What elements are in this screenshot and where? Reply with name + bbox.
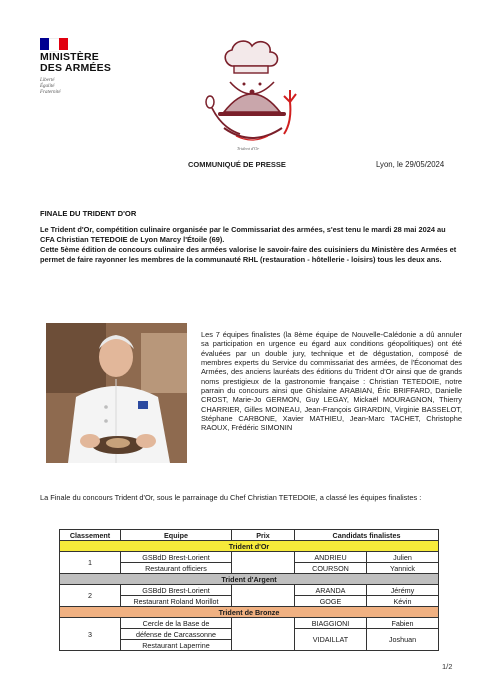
place-date: Lyon, le 29/05/2024 xyxy=(376,160,445,169)
band-gold-row xyxy=(60,541,439,552)
candidate-first: Julien xyxy=(367,552,439,563)
candidate-first: Kévin xyxy=(367,596,439,607)
flag-white xyxy=(49,38,58,52)
table-row xyxy=(60,585,439,596)
candidate-last: GOGE xyxy=(295,596,367,607)
table-header-row xyxy=(60,530,439,541)
rank-cell: 1 xyxy=(60,552,121,574)
candidate-first: Jérémy xyxy=(367,585,439,596)
candidate-first: Fabien xyxy=(367,618,439,629)
flag-blue xyxy=(40,38,49,50)
page-number: 1/2 xyxy=(442,662,453,671)
candidate-last: VIDAILLAT xyxy=(295,629,367,651)
republic-motto xyxy=(40,78,61,97)
prix-cell xyxy=(232,618,295,651)
team-cell-line1: GSBdD Brest-Lorient xyxy=(121,585,232,596)
press-release-label: COMMUNIQUÉ DE PRESSE xyxy=(188,160,286,169)
ministry-title-line1: MINISTÈRE xyxy=(40,51,99,63)
header-equipe: Equipe xyxy=(121,530,232,541)
intro-paragraph-1: Le Trident d'Or, compétition culinaire organisée par le Commissariat des armées, s'est tenu le mardi 28 mai 2024 au CFA Christian TETEDOIE de Lyon Marcy l'Étoile (69). xyxy=(40,225,446,244)
body-paragraph: Les 7 équipes finalistes (la 8ème équipe de Nouvelle-Calédonie a dû annuler sa participation en urgence eu égard aux conditions géopolitiques) ont été évaluées par un double jury, technique et de dégustation, composé de membres experts du Service du commissariat des armées, de l'Économat des Armées, des anciens lauréats des éditions du Trident d'Or ainsi que de grands noms prestigieux de la gastronomie française : Christian TETEDOIE, notre parrain du concours ainsi que Ghislaine ARABIAN, Éric BRIFFARD, Danielle CROST, Marie-Jo GERMON, Guy LEGAY, Mickaël MOURAGNON, Thierry CHARRIER, Gilles MOINEAU, Jean-François GIRARDIN, Virginie BASSELOT, Stéphane CARBONE, Xavier MATHIEU, Jean-Marc TACHET, Christophe RAOUX, Frédéric SIMONIN xyxy=(201,330,462,433)
rank-cell: 2 xyxy=(60,585,121,607)
band-silver: Trident d'Argent xyxy=(60,574,439,585)
team-cell-line3: Restaurant Laperrine xyxy=(121,640,232,651)
ministry-title-line2: DES ARMÉES xyxy=(40,62,112,74)
team-cell-line2: Restaurant Roland Morillot xyxy=(121,596,232,607)
prix-cell xyxy=(232,552,295,574)
header-prix: Prix xyxy=(232,530,295,541)
team-cell-line2: Restaurant officiers xyxy=(121,563,232,574)
band-gold: Trident d'Or xyxy=(60,541,439,552)
intro-block xyxy=(40,225,460,265)
band-bronze: Trident de Bronze xyxy=(60,607,439,618)
intro-paragraph-2: Cette 5ème édition de concours culinaire des armées valorise le savoir-faire des cuisiniers du Ministère des Armées et permet de faire rayonner les membres de la communauté RHL (restauration - hôtellerie - loisirs) tous les deux ans. xyxy=(40,245,457,264)
band-bronze-row xyxy=(60,607,439,618)
ministry-title xyxy=(40,52,111,74)
prix-cell xyxy=(232,585,295,607)
flag-red xyxy=(59,38,68,50)
team-cell-line1: GSBdD Brest-Lorient xyxy=(121,552,232,563)
chef-portrait-photo xyxy=(46,323,187,463)
logo-caption: Trident d'Or xyxy=(236,146,260,151)
candidate-last: BIAGGIONI xyxy=(295,618,367,629)
motto-fraternite: Fraternité xyxy=(40,90,61,96)
candidate-last: ANDRIEU xyxy=(295,552,367,563)
header-candidats: Candidats finalistes xyxy=(295,530,439,541)
header-classement: Classement xyxy=(60,530,121,541)
results-table xyxy=(59,529,439,651)
rank-cell: 3 xyxy=(60,618,121,651)
trident-dor-logo-icon xyxy=(196,36,300,154)
finale-text: La Finale du concours Trident d'Or, sous le parrainage du Chef Christian TETEDOIE, a classé les équipes finalistes : xyxy=(40,493,422,502)
band-silver-row xyxy=(60,574,439,585)
motto-liberte: Liberté xyxy=(40,78,55,83)
candidate-last: COURSON xyxy=(295,563,367,574)
french-flag-icon xyxy=(40,38,68,50)
team-cell-line1: Cercle de la Base de xyxy=(121,618,232,629)
candidate-first: Joshuan xyxy=(367,629,439,651)
candidate-last: ARANDA xyxy=(295,585,367,596)
table-row xyxy=(60,618,439,629)
table-row xyxy=(60,552,439,563)
motto-egalite: Égalité xyxy=(40,84,55,90)
team-cell-line2: défense de Carcassonne xyxy=(121,629,232,640)
section-title: FINALE DU TRIDENT D'OR xyxy=(40,209,137,218)
candidate-first: Yannick xyxy=(367,563,439,574)
